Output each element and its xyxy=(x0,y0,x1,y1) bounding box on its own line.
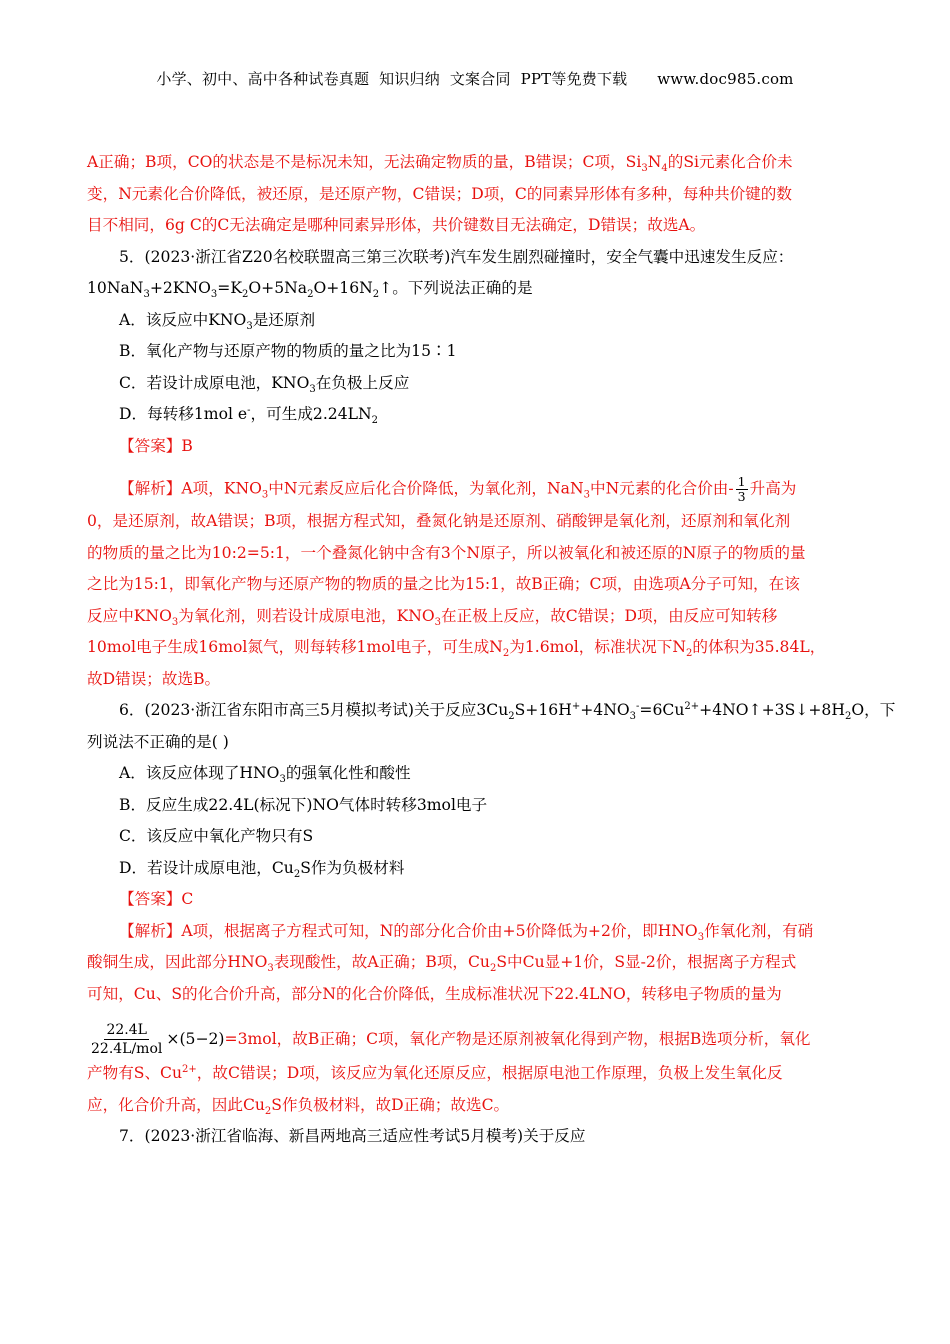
fraction-mole-calc: $\frac{22.4L}{\text{22.4L/mol}}$ xyxy=(91,1021,163,1057)
q5-option-a: A．该反应中$KNO_3$是还原剂 xyxy=(119,310,316,332)
q5-option-c: C．若设计成原电池，$KNO_3$在负极上反应 xyxy=(119,373,410,395)
q6-stem-line-1: 6．(2023·浙江省东阳市高三5月模拟考试)关于反应$3Cu_2S+16H^++4NO_3^-=6Cu^{2+}+4NO↑+3S↓+8H_2O$，下 xyxy=(119,700,896,723)
q6-answer: 【答案】C xyxy=(119,890,194,908)
q5-analysis-line-6: 10mol电子生成16mol氮气，则每转移1mol电子，可生成$N_2$为1.6mol，标准状况下$N_2$的体积为35.84L， xyxy=(87,638,826,660)
page-body xyxy=(87,152,896,1158)
q6-option-c: C．该反应中氧化产物只有S xyxy=(119,827,314,845)
q5-analysis-line-3: 的物质的量之比为10:2=5:1，一个叠氮化钠中含有3个N原子，所以被氧化和被还原的N原子的物质的量 xyxy=(87,543,806,562)
q5-option-b: B．氧化产物与还原产物的物质的量之比为15∶1 xyxy=(119,342,457,360)
q6-option-d: D．若设计成原电池，$Cu_2S$作为负极材料 xyxy=(119,858,405,880)
q5-analysis-line-5: 反应中$KNO_3$为氧化剂，则若设计成原电池，$KNO_3$在正极上反应，故C错误；D项，由反应可知转移 xyxy=(87,606,778,628)
q6-analysis-line-1: 【解析】A项，根据离子方程式可知，N的部分化合价由+5价降低为+2价，即$HNO_3$作氧化剂，有硝 xyxy=(119,921,814,943)
fraction-one-third: $\frac{1}{3}$ xyxy=(737,473,746,504)
q5-analysis-line-1: 【解析】A项，$KNO_3$中N元素反应后化合价降低，为氧化剂，NaN$_3$中N元素的化合价由- $\frac{1}{3}$ 升高为 xyxy=(119,473,797,504)
q5-stem-line-1: 5．(2023·浙江省Z20名校联盟高三第三次联考)汽车发生剧烈碰撞时，安全气囊中迅速发生反应： xyxy=(119,247,794,266)
header-right: www.doc985.com xyxy=(657,70,794,88)
q7-stem-line-1: 7．(2023·浙江省临海、新昌两地高三适应性考试5月模考)关于反应 xyxy=(119,1127,586,1145)
q6-option-a: A．该反应体现了$HNO_3$的强氧化性和酸性 xyxy=(119,764,411,786)
q6-analysis-line-5: 产物有S、$Cu^{2+}$，故C错误；D项，该反应为氧化还原反应，根据原电池工作原理，负极上发生氧化反 xyxy=(87,1063,783,1082)
q5-option-d: D．每转移1mol e-，可生成$2.24LN_2$ xyxy=(119,404,379,427)
q6-analysis-line-4: $\frac{22.4L}{\text{22.4L/mol}}$ ×(5−2) =3mol，故B正确；C项，氧化产物是还原剂被氧化得到产物，根据B选项分析，氧化 xyxy=(91,1021,811,1057)
q4-analysis-line-1: A正确；B项，CO的状态是不是标况未知，无法确定物质的量，B错误；C项，$Si_3N_4$的Si元素化合价未 xyxy=(87,153,793,175)
page-header xyxy=(0,68,950,89)
q6-analysis-line-6: 应，化合价升高，因此$Cu_2S$作负极材料，故D正确；故选C。 xyxy=(87,1095,510,1117)
q5-analysis-line-4: 之比为15:1，即氧化产物与还原产物的物质的量之比为15:1，故B正确；C项，由选项A分子可知，在该 xyxy=(87,575,800,593)
q4-analysis-line-3: 目不相同，6g C的C无法确定是哪种同素异形体，共价键数目无法确定，D错误；故选A。 xyxy=(87,216,706,234)
q4-analysis-line-2: 变，N元素化合价降低，被还原，是还原产物，C错误；D项，C的同素异形体有多种，每种共价键的数 xyxy=(87,184,792,203)
header-left: 小学、初中、高中各种试卷真题 知识归纳 文案合同 PPT等免费下载 xyxy=(156,70,628,88)
q5-analysis-line-2: 0，是还原剂，故A错误；B项，根据方程式知，叠氮化钠是还原剂、硝酸钾是氧化剂，还原剂和氧化剂 xyxy=(87,512,791,530)
q6-stem-line-2: 列说法不正确的是( ) xyxy=(87,732,229,751)
q5-equation: $10NaN_3+2KNO_3=K_2O+5Na_2O+16N_2↑$。下列说法正确的是 xyxy=(87,279,533,301)
q6-analysis-line-3: 可知，Cu、S的化合价升高，部分N的化合价降低，生成标准状况下22.4LNO，转移电子物质的量为 xyxy=(87,984,782,1003)
q6-option-b: B．反应生成22.4L(标况下)NO气体时转移3mol电子 xyxy=(119,795,488,814)
q5-analysis-line-7: 故D错误；故选B。 xyxy=(87,669,221,688)
q5-answer: 【答案】B xyxy=(119,436,193,455)
q6-analysis-line-2: 酸铜生成，因此部分$HNO_3$表现酸性，故A正确；B项，$Cu_2S$中Cu显+1价，S显-2价，根据离子方程式 xyxy=(87,953,797,975)
